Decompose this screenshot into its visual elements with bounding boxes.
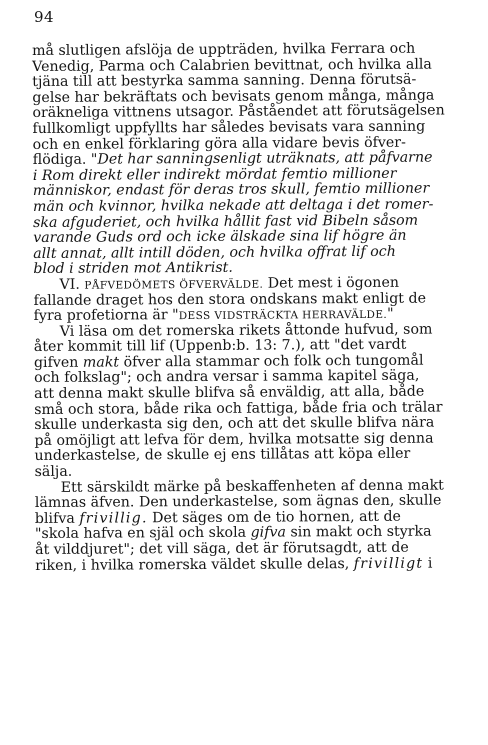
emphasis-text: män och kvinnor, hvilka nekade att deltaga i det romer- [32, 196, 434, 215]
text-segment: åt vilddjuret"; det vill säga, det är förutsagdt, att de [35, 539, 409, 558]
text-segment: Ett särskildt märke på beskaffenheten af denna makt [60, 477, 444, 496]
text-segment: flödiga. [32, 151, 91, 169]
text-segment: fyra profetiorna är " [33, 307, 179, 325]
text-segment: gelse har bekräftats och bevisats genom många, många [32, 87, 435, 106]
text-line [33, 244, 443, 262]
emphasis-text: gifva [250, 524, 286, 542]
text-segment: sin makt och styrka [285, 523, 432, 541]
text-segment: "skola hafva en själ och skola [34, 525, 251, 543]
text-segment: riken, i hvilka romerska väldet skulle delas, [35, 555, 354, 574]
text-line [34, 447, 444, 465]
text-segment: Det säges om de tio hornen, att de [147, 508, 401, 527]
text-line [35, 556, 445, 574]
text-segment: oräkneliga vittnens utsagor. Påståendet att förutsägelsen [32, 102, 445, 122]
text-segment: öfver alla stammar och folk och tungomål [119, 352, 424, 371]
text-segment: och folkslag"; och andra versar i samma kapitel säga, [33, 368, 420, 387]
emphasis-text: allt annat, allt intill döden, och hvilka offrat lif och [33, 243, 396, 262]
emphasis-text: människor, endast för deras tros skull, femtio millioner [32, 180, 430, 200]
text-segment: må slutligen afslöja de uppträden, hvilka Ferrara och [31, 40, 416, 59]
small-caps-heading: PÅFVEDÖMETS ÖFVERVÄLDE. [84, 278, 264, 292]
text-segment: skulle underkasta sig den, och att det skulle blifva nära [34, 414, 435, 434]
text-segment: gifven [33, 354, 83, 371]
emphasis-text: makt [82, 354, 120, 371]
page-number: 94 [34, 8, 55, 26]
text-segment: Vi läsa om det romerska rikets åttonde hufvud, som [59, 321, 433, 340]
text-segment: fullkomligt uppfyllts har således bevisats vara sanning [32, 118, 426, 137]
text-segment: Venedig, Parma och Calabrien bevittnat, och hvilka alla [32, 56, 432, 75]
emphasis-text: blod i striden mot Antikrist. [33, 260, 233, 278]
text-segment: underkastelse, de skulle ej ens tillåtas att köpa eller [34, 446, 411, 465]
text-segment: blifva [34, 510, 80, 527]
emphasis-text: ska afguderiet, och hvilka hållit fast vid Bibeln såsom [33, 212, 419, 231]
text-segment: små och stora, både rika och fattiga, både fria och trälar [34, 399, 443, 418]
text-segment: sälja. [34, 463, 73, 481]
emphasis-text: frivillig. [79, 510, 148, 527]
body-text [32, 41, 445, 574]
text-segment: " [387, 305, 394, 322]
text-segment: i [423, 555, 433, 572]
text-segment: åter kommit till lif (Uppenb:b. 13: 7.), att "det vardt [33, 337, 407, 356]
text-segment: VI. [59, 276, 85, 293]
text-segment: lämnas äfven. Den underkastelse, som ägnas den, skulle [34, 492, 442, 512]
small-caps-heading: DESS VIDSTRÄCKTA HERRAVÄLDE. [178, 308, 388, 323]
text-segment: på omöjligt att lefva för dem, hvilka motsatte sig denna [34, 430, 434, 449]
text-segment: fallande draget hos den stora ondskans makt enligt de [33, 290, 426, 309]
text-segment: och en enkel förklaring göra alla vidare bevis öfver- [32, 134, 406, 153]
text-segment: tjäna till att bestyrka samma sanning. Denna förutsä- [32, 71, 417, 91]
text-segment: Det mest i ögonen [263, 274, 399, 292]
emphasis-text: i Rom direkt eller indirekt mördat femtio millioner [32, 165, 397, 184]
emphasis-text: frivilligt [353, 555, 424, 572]
emphasis-text: varande Guds ord och icke älskade sina lif högre än [33, 227, 407, 247]
emphasis-text: "Det har sanningsenligt uträknats, att påfvarne [90, 149, 433, 168]
text-segment: att denna makt skulle blifva så enväldig, att alla, både [34, 383, 425, 403]
